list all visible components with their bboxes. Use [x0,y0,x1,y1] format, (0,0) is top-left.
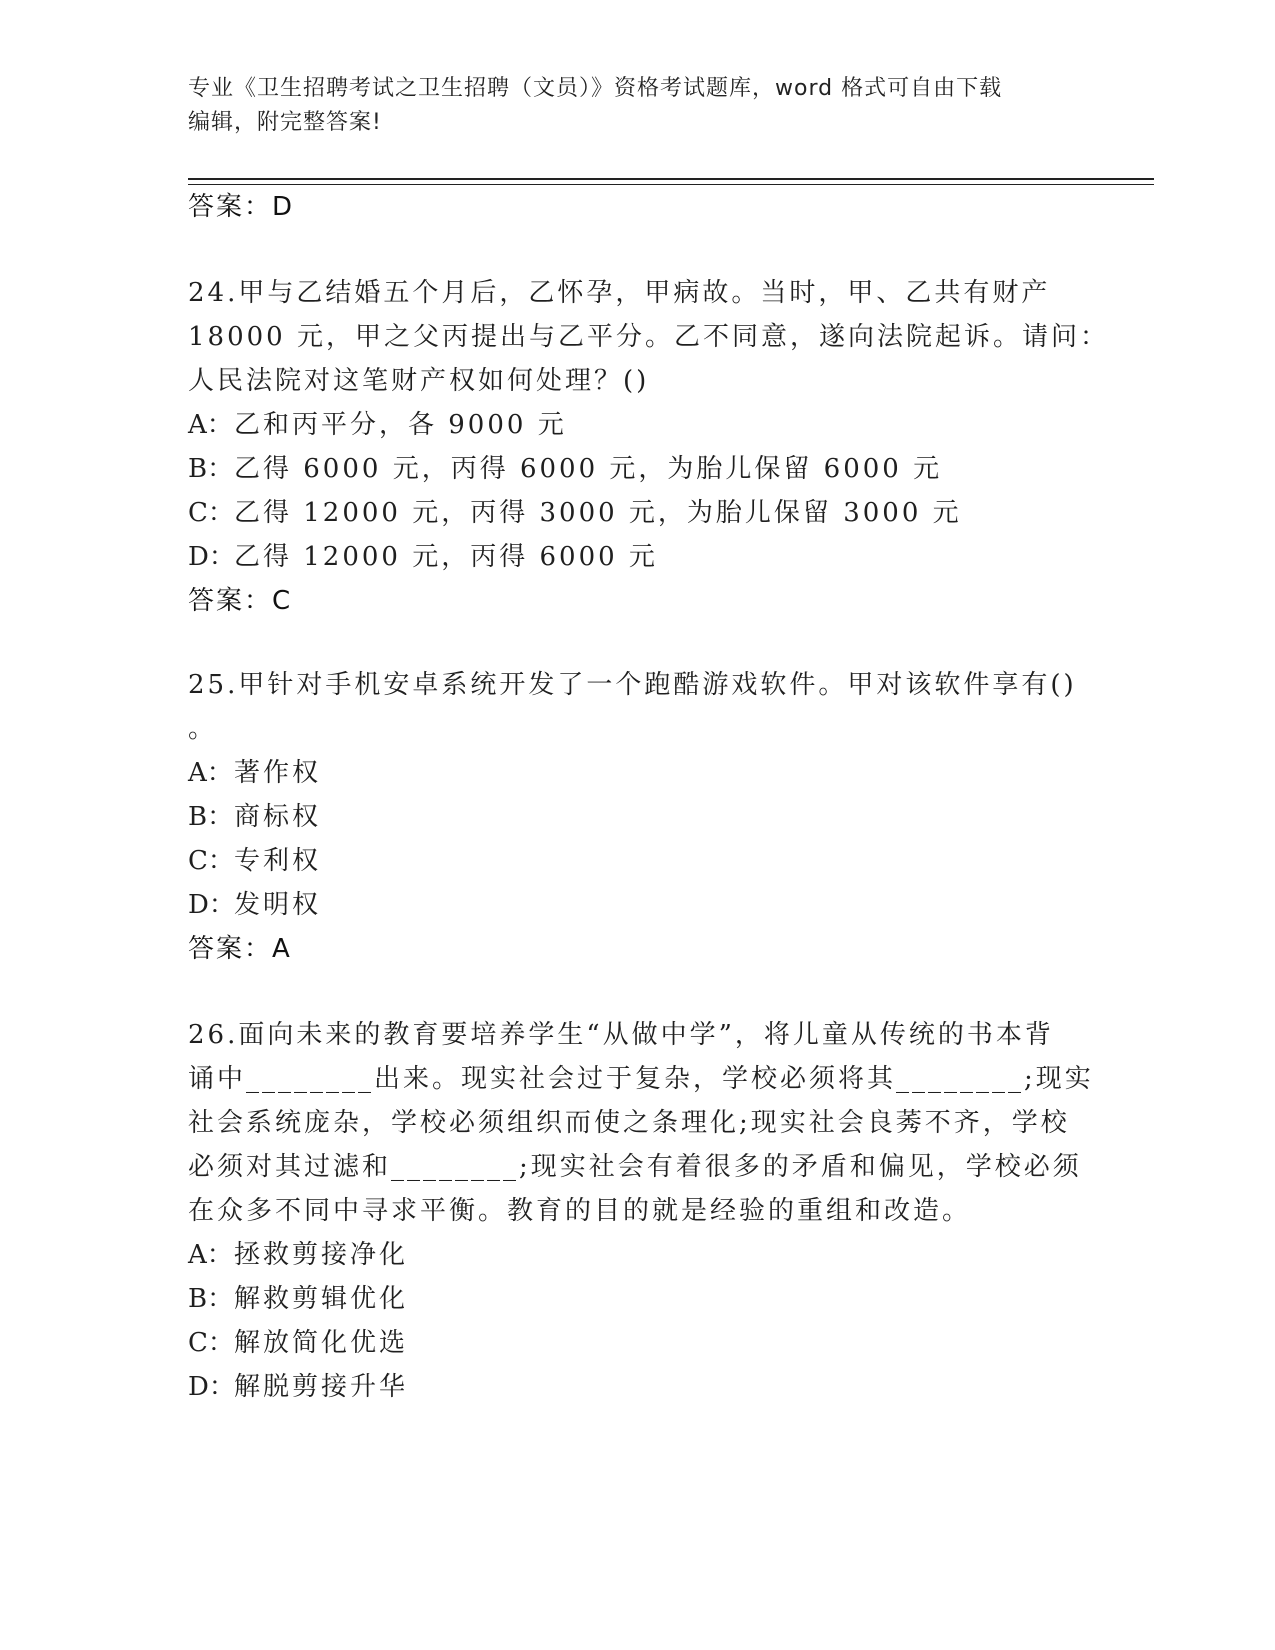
option-label: D： [188,542,235,572]
q26-option-a [188,1234,408,1271]
q26-option-c [188,1322,408,1359]
option-text: 发明权 [234,890,322,920]
q24-option-b [188,448,942,485]
q26-stem-line-5: 在众多不同中寻求平衡。教育的目的就是经验的重组和改造。 [188,1196,972,1226]
header-rule-thin [188,184,1154,185]
header-line-1: 专业《卫生招聘考试之卫生招聘（文员）》资格考试题库，word 格式可自由下载 [188,76,1003,101]
q24-answer: 答案：C [188,586,293,616]
q26-stem-line-1: 26.面向未来的教育要培养学生“从做中学”，将儿童从传统的书本背 [188,1020,1054,1050]
option-text: 专利权 [234,846,322,876]
option-label: A： [188,758,233,788]
option-text: 拯救剪接净化 [234,1240,409,1270]
q24-option-c [188,492,962,529]
q25-option-b [188,796,321,833]
q26-stem-line-4: 必须对其过滤和________;现实社会有着很多的矛盾和偏见，学校必须 [188,1152,1082,1182]
q25-stem-line-1: 25.甲针对手机安卓系统开发了一个跑酷游戏软件。甲对该软件享有() [188,670,1077,700]
option-label: D： [188,1372,235,1402]
q25-answer: 答案：A [188,934,292,964]
option-text: 解脱剪接升华 [234,1372,409,1402]
option-text: 乙得 6000 元，丙得 6000 元，为胎儿保留 6000 元 [234,454,943,484]
q24-option-a [188,404,567,441]
q26-option-d [188,1366,408,1403]
option-text: 著作权 [234,758,322,788]
q24-option-d [188,536,658,573]
option-label: A： [188,1240,233,1270]
q25-stem-line-2: 。 [188,714,218,744]
option-text: 商标权 [234,802,322,832]
q26-stem-line-3: 社会系统庞杂，学校必须组织而使之条理化;现实社会良莠不齐，学校 [188,1108,1070,1138]
option-text: 解放简化优选 [234,1328,409,1358]
header-rule-thick [188,178,1154,180]
q25-option-c [188,840,321,877]
option-text: 解救剪辑优化 [234,1284,409,1314]
option-label: B： [188,802,234,832]
option-label: B： [188,1284,234,1314]
option-text: 乙得 12000 元，丙得 6000 元 [234,542,658,572]
q25-option-a [188,752,321,789]
option-label: C： [188,498,234,528]
q24-stem-line-3: 人民法院对这笔财产权如何处理？() [188,366,650,396]
q26-option-b [188,1278,408,1315]
page-header [188,72,1088,140]
q26-stem-line-2: 诵中________出来。现实社会过于复杂，学校必须将其________;现实 [188,1064,1094,1094]
option-label: C： [188,846,234,876]
q24-stem-line-1: 24.甲与乙结婚五个月后，乙怀孕，甲病故。当时，甲、乙共有财产 [188,278,1051,308]
q24-stem-line-2: 18000 元，甲之父丙提出与乙平分。乙不同意，遂向法院起诉。请问： [188,322,1109,352]
header-line-2: 编辑，附完整答案! [188,110,382,135]
option-label: C： [188,1328,234,1358]
option-text: 乙和丙平分，各 9000 元 [234,410,567,440]
option-text: 乙得 12000 元，丙得 3000 元，为胎儿保留 3000 元 [234,498,962,528]
option-label: B： [188,454,234,484]
option-label: A： [188,410,233,440]
option-label: D： [188,890,235,920]
q25-option-d [188,884,321,921]
previous-answer: 答案：D [188,192,295,222]
